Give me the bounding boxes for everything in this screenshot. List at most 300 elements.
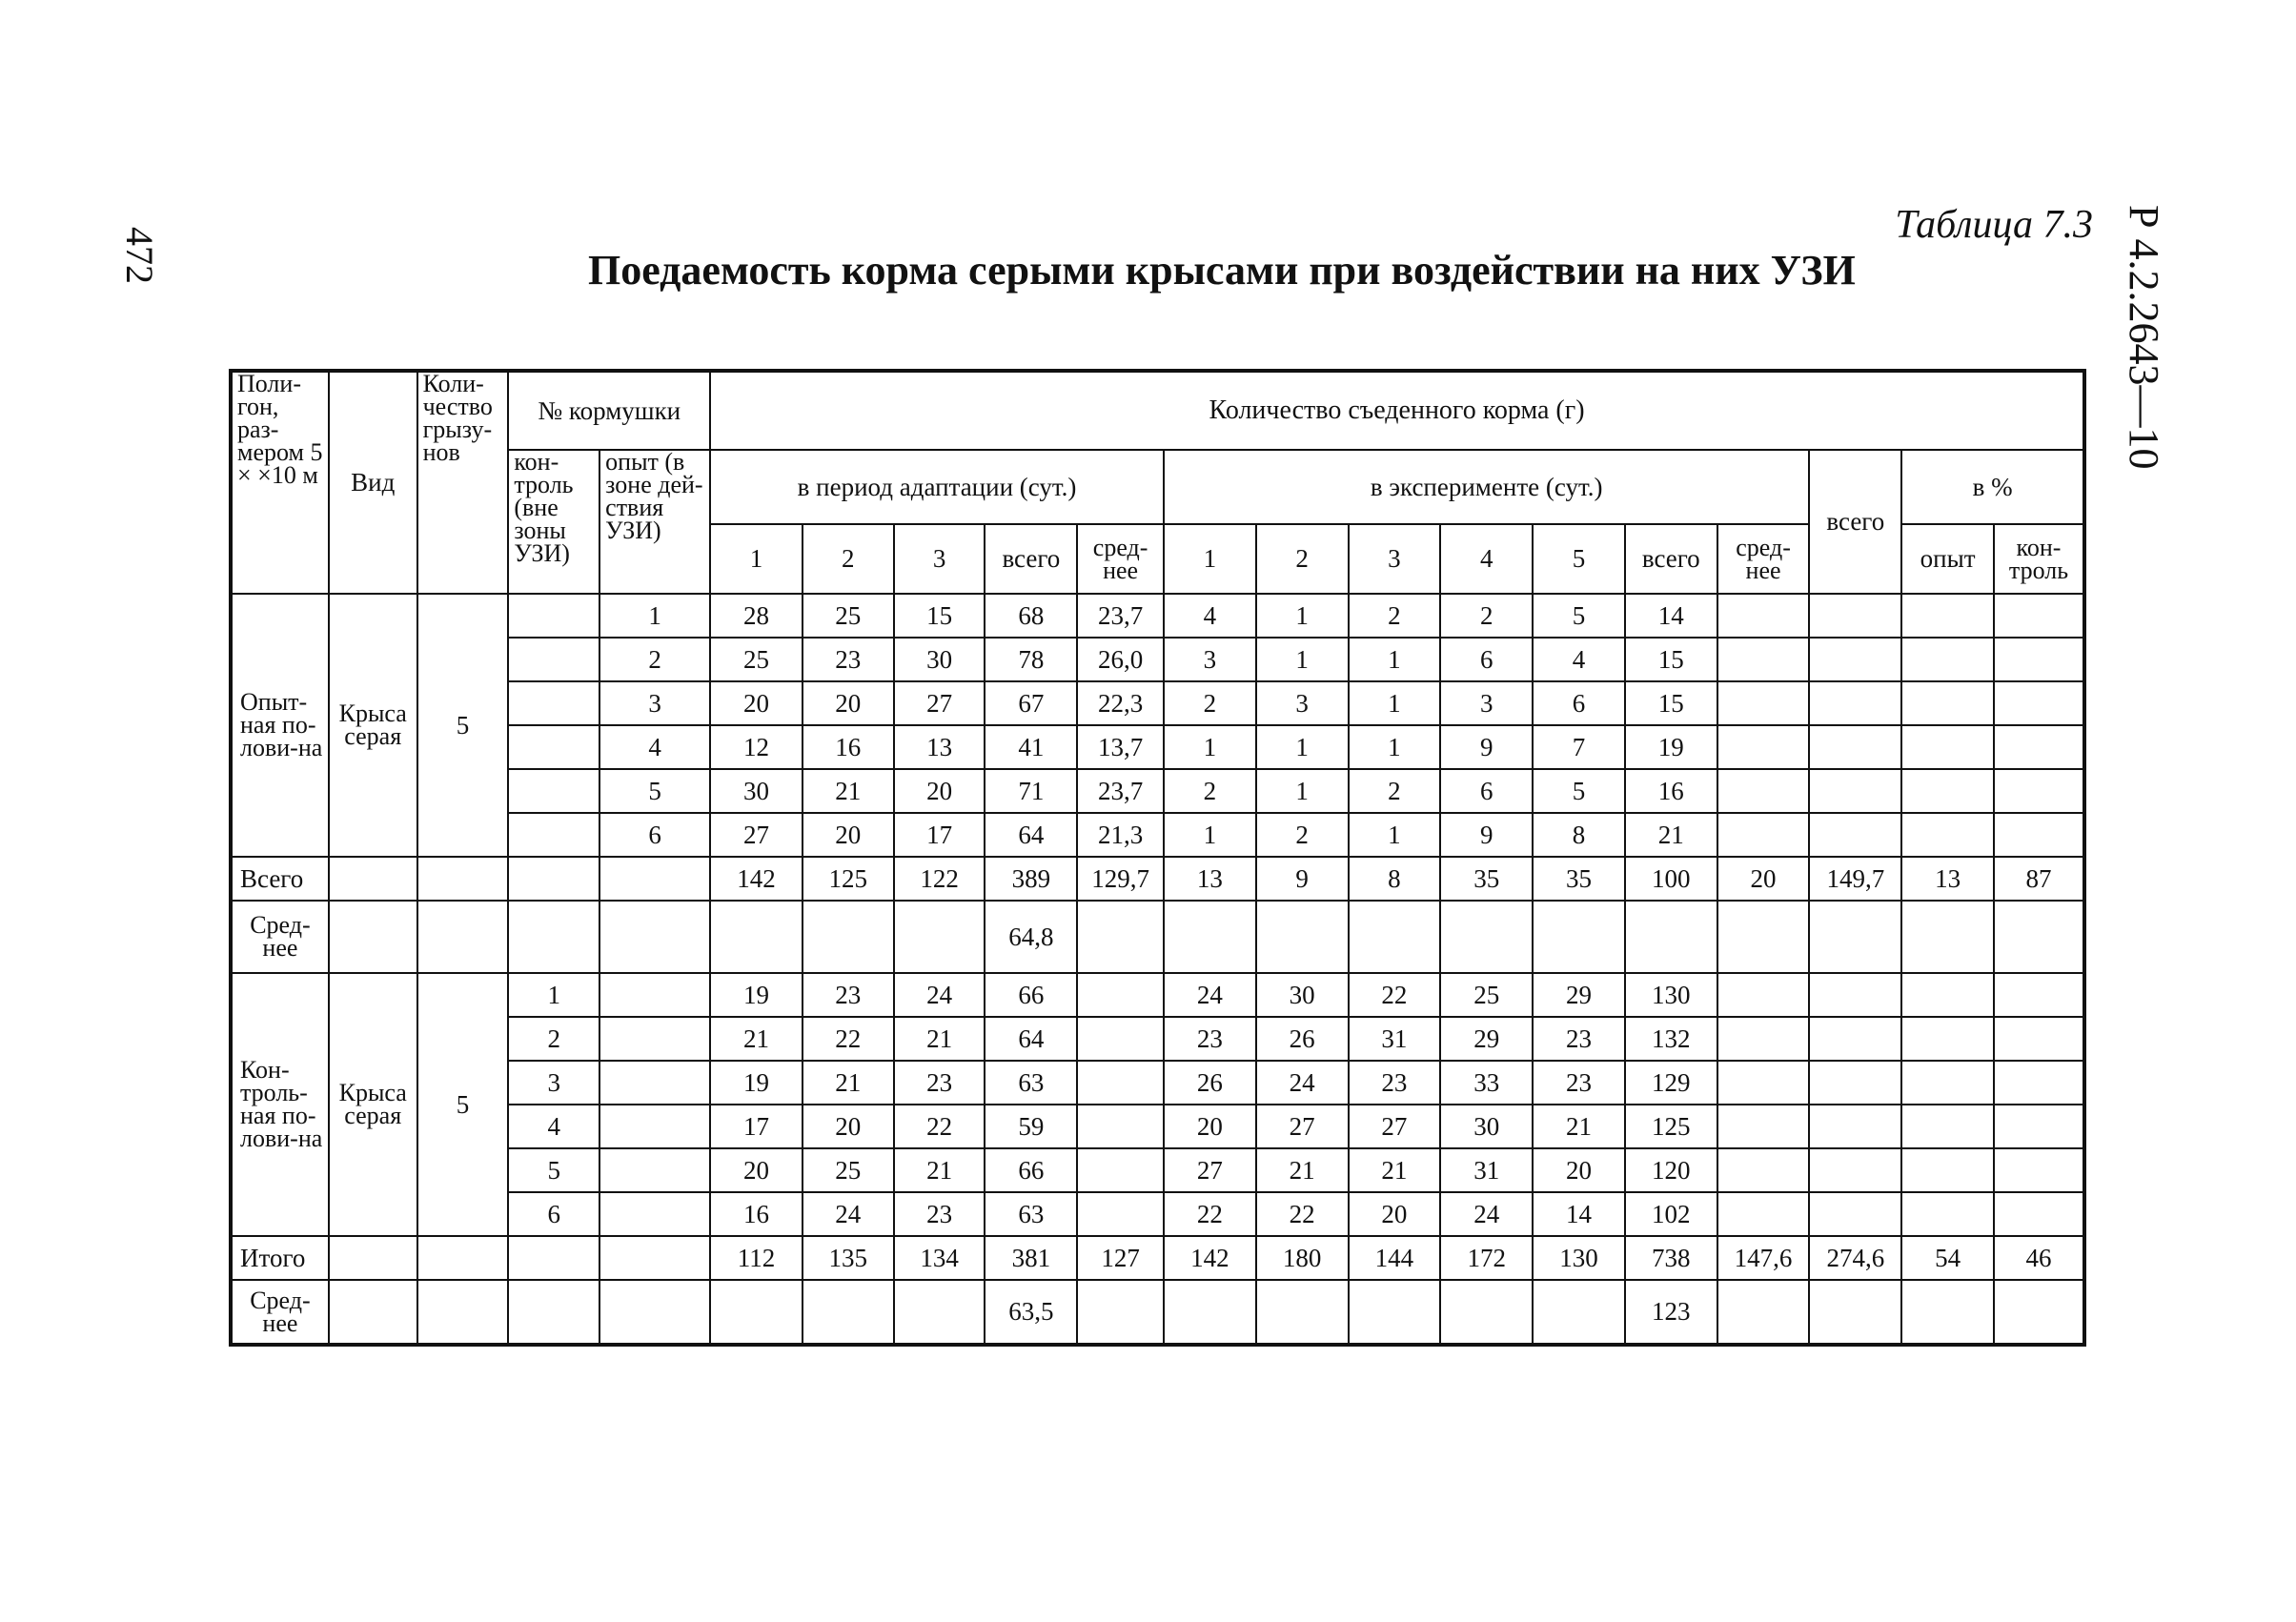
cell bbox=[1901, 1192, 1994, 1236]
cell: 25 bbox=[803, 594, 894, 638]
cell: 15 bbox=[1625, 638, 1717, 681]
cell bbox=[1994, 769, 2084, 813]
cell: 2 bbox=[1256, 813, 1349, 857]
cell: 24 bbox=[1440, 1192, 1533, 1236]
cell: 16 bbox=[1625, 769, 1717, 813]
table-row bbox=[231, 769, 2084, 813]
experiment-feeder-cell bbox=[599, 1148, 710, 1192]
cell bbox=[599, 1236, 710, 1280]
cell: 129,7 bbox=[1077, 857, 1164, 901]
cell bbox=[1994, 638, 2084, 681]
cell bbox=[1164, 901, 1256, 973]
cell: 33 bbox=[1440, 1061, 1533, 1105]
cell bbox=[1994, 1061, 2084, 1105]
header-species: Вид bbox=[329, 371, 417, 594]
table-row bbox=[231, 1017, 2084, 1061]
cell bbox=[1809, 813, 1901, 857]
cell bbox=[1717, 1061, 1810, 1105]
cell: 17 bbox=[894, 813, 985, 857]
cell: 59 bbox=[985, 1105, 1077, 1148]
table-row bbox=[231, 638, 2084, 681]
cell: 2 bbox=[1349, 769, 1441, 813]
table-row bbox=[231, 1192, 2084, 1236]
control-feeder-cell: 1 bbox=[508, 973, 599, 1017]
cell bbox=[1809, 1017, 1901, 1061]
cell: 135 bbox=[803, 1236, 894, 1280]
header-food-eaten: Количество съеденного корма (г) bbox=[710, 371, 2084, 450]
header-adapt-day: 1 bbox=[710, 524, 803, 594]
cell: 1 bbox=[1256, 725, 1349, 769]
cell: 2 bbox=[1440, 594, 1533, 638]
cell bbox=[1349, 901, 1441, 973]
table-row bbox=[231, 725, 2084, 769]
cell: 35 bbox=[1533, 857, 1625, 901]
cell bbox=[1256, 1280, 1349, 1345]
cell: 19 bbox=[710, 1061, 803, 1105]
cell bbox=[1440, 901, 1533, 973]
cell bbox=[1717, 769, 1810, 813]
cell: 29 bbox=[1440, 1017, 1533, 1061]
cell: 64,8 bbox=[985, 901, 1077, 973]
cell: 26 bbox=[1256, 1017, 1349, 1061]
cell: 130 bbox=[1625, 973, 1717, 1017]
header-experiment-period: в эксперименте (сут.) bbox=[1164, 450, 1809, 524]
cell: 147,6 bbox=[1717, 1236, 1810, 1280]
cell: 142 bbox=[1164, 1236, 1256, 1280]
cell: 68 bbox=[985, 594, 1077, 638]
cell: 9 bbox=[1440, 725, 1533, 769]
experiment-feeder-cell: 1 bbox=[599, 594, 710, 638]
cell: 4 bbox=[1164, 594, 1256, 638]
header-row-2 bbox=[231, 450, 2084, 524]
cell bbox=[1077, 901, 1164, 973]
cell bbox=[1994, 1280, 2084, 1345]
cell bbox=[1809, 594, 1901, 638]
cell bbox=[710, 901, 803, 973]
group-species: Крыса серая bbox=[329, 594, 417, 857]
cell bbox=[329, 857, 417, 901]
average-row bbox=[231, 901, 2084, 973]
cell: 20 bbox=[803, 1105, 894, 1148]
cell: 28 bbox=[710, 594, 803, 638]
cell: 64 bbox=[985, 1017, 1077, 1061]
cell: 20 bbox=[1717, 857, 1810, 901]
cell bbox=[1809, 973, 1901, 1017]
cell bbox=[1994, 594, 2084, 638]
cell: 66 bbox=[985, 1148, 1077, 1192]
cell bbox=[1994, 1105, 2084, 1148]
header-adapt-average: сред-нее bbox=[1077, 524, 1164, 594]
cell: 3 bbox=[1164, 638, 1256, 681]
cell: 12 bbox=[710, 725, 803, 769]
cell: 63,5 bbox=[985, 1280, 1077, 1345]
cell: 1 bbox=[1349, 813, 1441, 857]
cell bbox=[1901, 901, 1994, 973]
control-feeder-cell bbox=[508, 681, 599, 725]
cell: 25 bbox=[1440, 973, 1533, 1017]
cell: 1 bbox=[1349, 638, 1441, 681]
cell bbox=[803, 901, 894, 973]
cell: 35 bbox=[1440, 857, 1533, 901]
cell: 23,7 bbox=[1077, 769, 1164, 813]
cell: 24 bbox=[1164, 973, 1256, 1017]
cell bbox=[1349, 1280, 1441, 1345]
cell: 144 bbox=[1349, 1236, 1441, 1280]
cell: 27 bbox=[1164, 1148, 1256, 1192]
cell: 22,3 bbox=[1077, 681, 1164, 725]
cell: 64 bbox=[985, 813, 1077, 857]
cell: 30 bbox=[1256, 973, 1349, 1017]
cell: 20 bbox=[710, 681, 803, 725]
cell: 21 bbox=[1349, 1148, 1441, 1192]
cell: 21 bbox=[1625, 813, 1717, 857]
cell: 63 bbox=[985, 1192, 1077, 1236]
cell bbox=[1717, 1192, 1810, 1236]
cell bbox=[1994, 1148, 2084, 1192]
control-feeder-cell: 3 bbox=[508, 1061, 599, 1105]
cell bbox=[1901, 1280, 1994, 1345]
cell: 31 bbox=[1440, 1148, 1533, 1192]
cell bbox=[1994, 813, 2084, 857]
cell bbox=[1901, 1105, 1994, 1148]
table-row bbox=[231, 681, 2084, 725]
average-row bbox=[231, 1280, 2084, 1345]
cell bbox=[1717, 1280, 1810, 1345]
cell: 13 bbox=[1164, 857, 1256, 901]
cell bbox=[1256, 901, 1349, 973]
experiment-feeder-cell: 6 bbox=[599, 813, 710, 857]
cell bbox=[1809, 1280, 1901, 1345]
cell bbox=[1994, 901, 2084, 973]
cell bbox=[1901, 1061, 1994, 1105]
cell: 1 bbox=[1256, 769, 1349, 813]
control-feeder-cell: 5 bbox=[508, 1148, 599, 1192]
cell: 21 bbox=[1533, 1105, 1625, 1148]
header-adaptation-period: в период адаптации (сут.) bbox=[710, 450, 1164, 524]
cell: 132 bbox=[1625, 1017, 1717, 1061]
cell: 21 bbox=[1256, 1148, 1349, 1192]
cell: 27 bbox=[710, 813, 803, 857]
cell: 180 bbox=[1256, 1236, 1349, 1280]
cell: 78 bbox=[985, 638, 1077, 681]
cell bbox=[1901, 973, 1994, 1017]
cell bbox=[1533, 901, 1625, 973]
cell bbox=[508, 857, 599, 901]
cell: 1 bbox=[1256, 638, 1349, 681]
cell: 1 bbox=[1164, 725, 1256, 769]
control-feeder-cell bbox=[508, 594, 599, 638]
cell: 29 bbox=[1533, 973, 1625, 1017]
cell: 24 bbox=[803, 1192, 894, 1236]
cell bbox=[710, 1280, 803, 1345]
control-feeder-cell bbox=[508, 638, 599, 681]
control-feeder-cell: 4 bbox=[508, 1105, 599, 1148]
cell: 1 bbox=[1349, 725, 1441, 769]
header-grand-total: всего bbox=[1809, 450, 1901, 594]
header-exp-total: всего bbox=[1625, 524, 1717, 594]
cell: 21 bbox=[710, 1017, 803, 1061]
cell bbox=[1717, 973, 1810, 1017]
cell: 389 bbox=[985, 857, 1077, 901]
header-pct-experiment: опыт bbox=[1901, 524, 1994, 594]
cell bbox=[1994, 1192, 2084, 1236]
cell: 27 bbox=[1349, 1105, 1441, 1148]
cell bbox=[599, 1280, 710, 1345]
cell bbox=[1717, 725, 1810, 769]
cell: 23 bbox=[803, 638, 894, 681]
cell bbox=[1809, 1061, 1901, 1105]
header-exp-day: 2 bbox=[1256, 524, 1349, 594]
cell: 142 bbox=[710, 857, 803, 901]
table-row bbox=[231, 1105, 2084, 1148]
cell bbox=[1809, 1105, 1901, 1148]
cell: 22 bbox=[894, 1105, 985, 1148]
cell: 6 bbox=[1533, 681, 1625, 725]
cell: 122 bbox=[894, 857, 985, 901]
average-label: Сред-нее bbox=[231, 901, 329, 973]
control-feeder-cell: 2 bbox=[508, 1017, 599, 1061]
cell: 25 bbox=[803, 1148, 894, 1192]
cell: 102 bbox=[1625, 1192, 1717, 1236]
cell: 14 bbox=[1625, 594, 1717, 638]
cell: 3 bbox=[1256, 681, 1349, 725]
page-number: 472 bbox=[118, 227, 161, 284]
cell: 20 bbox=[710, 1148, 803, 1192]
cell bbox=[417, 857, 509, 901]
cell bbox=[1994, 973, 2084, 1017]
header-pct-control: кон-троль bbox=[1994, 524, 2084, 594]
cell: 23 bbox=[894, 1192, 985, 1236]
cell: 1 bbox=[1349, 681, 1441, 725]
experiment-feeder-cell bbox=[599, 1192, 710, 1236]
cell bbox=[599, 857, 710, 901]
cell: 20 bbox=[803, 681, 894, 725]
cell bbox=[1164, 1280, 1256, 1345]
cell: 26,0 bbox=[1077, 638, 1164, 681]
cell: 2 bbox=[1349, 594, 1441, 638]
cell bbox=[1901, 681, 1994, 725]
cell bbox=[1533, 1280, 1625, 1345]
cell: 1 bbox=[1256, 594, 1349, 638]
cell bbox=[1717, 681, 1810, 725]
cell bbox=[1077, 1280, 1164, 1345]
cell: 20 bbox=[1533, 1148, 1625, 1192]
cell: 8 bbox=[1533, 813, 1625, 857]
cell: 23 bbox=[1164, 1017, 1256, 1061]
cell bbox=[1809, 725, 1901, 769]
cell bbox=[508, 1236, 599, 1280]
group-name: Кон-троль-ная по-лови-на bbox=[231, 973, 329, 1236]
cell: 2 bbox=[1164, 681, 1256, 725]
cell bbox=[1994, 681, 2084, 725]
cell: 21 bbox=[803, 769, 894, 813]
header-rodent-count: Коли-чество грызу-нов bbox=[417, 371, 509, 594]
total-row bbox=[231, 1236, 2084, 1280]
cell bbox=[417, 1280, 509, 1345]
cell bbox=[1901, 769, 1994, 813]
cell: 4 bbox=[1533, 638, 1625, 681]
cell: 125 bbox=[803, 857, 894, 901]
cell: 13,7 bbox=[1077, 725, 1164, 769]
experiment-feeder-cell bbox=[599, 1105, 710, 1148]
cell bbox=[1077, 1061, 1164, 1105]
experiment-feeder-cell bbox=[599, 1017, 710, 1061]
cell bbox=[508, 1280, 599, 1345]
cell: 27 bbox=[1256, 1105, 1349, 1148]
cell bbox=[1809, 1192, 1901, 1236]
average-label: Сред-нее bbox=[231, 1280, 329, 1345]
cell bbox=[1717, 638, 1810, 681]
cell: 23 bbox=[1533, 1017, 1625, 1061]
control-feeder-cell bbox=[508, 813, 599, 857]
cell bbox=[329, 1236, 417, 1280]
cell: 6 bbox=[1440, 769, 1533, 813]
header-experiment-feeder: опыт (в зоне дей-ствия УЗИ) bbox=[599, 450, 710, 594]
cell: 13 bbox=[1901, 857, 1994, 901]
header-feeder-number: № кормушки bbox=[508, 371, 710, 450]
cell bbox=[1809, 769, 1901, 813]
total-label: Итого bbox=[231, 1236, 329, 1280]
cell bbox=[1901, 725, 1994, 769]
header-exp-day: 1 bbox=[1164, 524, 1256, 594]
cell bbox=[1717, 901, 1810, 973]
cell: 26 bbox=[1164, 1061, 1256, 1105]
cell bbox=[1625, 901, 1717, 973]
cell bbox=[1077, 973, 1164, 1017]
cell: 120 bbox=[1625, 1148, 1717, 1192]
cell: 134 bbox=[894, 1236, 985, 1280]
cell bbox=[1717, 813, 1810, 857]
table-row bbox=[231, 594, 2084, 638]
group-species: Крыса серая bbox=[329, 973, 417, 1236]
cell: 23 bbox=[1533, 1061, 1625, 1105]
cell: 123 bbox=[1625, 1280, 1717, 1345]
cell: 129 bbox=[1625, 1061, 1717, 1105]
cell bbox=[1717, 1017, 1810, 1061]
cell: 21 bbox=[894, 1017, 985, 1061]
total-row bbox=[231, 857, 2084, 901]
cell: 27 bbox=[894, 681, 985, 725]
cell: 19 bbox=[1625, 725, 1717, 769]
experiment-feeder-cell: 5 bbox=[599, 769, 710, 813]
cell bbox=[894, 1280, 985, 1345]
cell: 5 bbox=[1533, 769, 1625, 813]
experiment-feeder-cell: 4 bbox=[599, 725, 710, 769]
cell bbox=[1994, 1017, 2084, 1061]
cell: 112 bbox=[710, 1236, 803, 1280]
cell: 30 bbox=[710, 769, 803, 813]
cell: 14 bbox=[1533, 1192, 1625, 1236]
experiment-feeder-cell bbox=[599, 1061, 710, 1105]
cell: 274,6 bbox=[1809, 1236, 1901, 1280]
cell bbox=[1809, 681, 1901, 725]
cell bbox=[1717, 1105, 1810, 1148]
experiment-feeder-cell: 3 bbox=[599, 681, 710, 725]
cell: 15 bbox=[1625, 681, 1717, 725]
cell: 24 bbox=[1256, 1061, 1349, 1105]
table-row bbox=[231, 813, 2084, 857]
cell bbox=[1994, 725, 2084, 769]
cell: 23 bbox=[803, 973, 894, 1017]
cell: 66 bbox=[985, 973, 1077, 1017]
cell: 46 bbox=[1994, 1236, 2084, 1280]
header-control-feeder: кон-троль (вне зоны УЗИ) bbox=[508, 450, 599, 594]
cell bbox=[894, 901, 985, 973]
header-exp-average: сред-нее bbox=[1717, 524, 1810, 594]
cell: 21,3 bbox=[1077, 813, 1164, 857]
cell: 20 bbox=[894, 769, 985, 813]
cell bbox=[1717, 594, 1810, 638]
cell: 87 bbox=[1994, 857, 2084, 901]
document-code: Р 4.2.2643—10 bbox=[2121, 205, 2167, 470]
cell bbox=[1809, 901, 1901, 973]
cell: 24 bbox=[894, 973, 985, 1017]
cell bbox=[1077, 1148, 1164, 1192]
cell: 31 bbox=[1349, 1017, 1441, 1061]
total-label: Всего bbox=[231, 857, 329, 901]
header-adapt-total: всего bbox=[985, 524, 1077, 594]
cell bbox=[329, 901, 417, 973]
cell: 2 bbox=[1164, 769, 1256, 813]
cell: 30 bbox=[894, 638, 985, 681]
cell: 67 bbox=[985, 681, 1077, 725]
table-row bbox=[231, 1061, 2084, 1105]
cell bbox=[1901, 813, 1994, 857]
cell: 54 bbox=[1901, 1236, 1994, 1280]
cell: 22 bbox=[1256, 1192, 1349, 1236]
cell: 7 bbox=[1533, 725, 1625, 769]
header-exp-day: 5 bbox=[1533, 524, 1625, 594]
table-label: Таблица 7.3 bbox=[1895, 203, 2093, 247]
header-percent: в % bbox=[1901, 450, 2084, 524]
header-adapt-day: 3 bbox=[894, 524, 985, 594]
control-feeder-cell bbox=[508, 725, 599, 769]
cell bbox=[1717, 1148, 1810, 1192]
cell: 22 bbox=[803, 1017, 894, 1061]
cell: 19 bbox=[710, 973, 803, 1017]
header-exp-day: 3 bbox=[1349, 524, 1441, 594]
cell: 13 bbox=[894, 725, 985, 769]
cell: 1 bbox=[1164, 813, 1256, 857]
cell: 21 bbox=[894, 1148, 985, 1192]
header-adapt-day: 2 bbox=[803, 524, 894, 594]
cell: 22 bbox=[1349, 973, 1441, 1017]
cell: 149,7 bbox=[1809, 857, 1901, 901]
table-title: Поедаемость корма серыми крысами при воздействии на них УЗИ bbox=[588, 247, 1856, 294]
cell: 8 bbox=[1349, 857, 1441, 901]
control-feeder-cell: 6 bbox=[508, 1192, 599, 1236]
cell: 738 bbox=[1625, 1236, 1717, 1280]
cell: 63 bbox=[985, 1061, 1077, 1105]
cell bbox=[1077, 1017, 1164, 1061]
cell bbox=[1809, 638, 1901, 681]
cell: 6 bbox=[1440, 638, 1533, 681]
experiment-feeder-cell: 2 bbox=[599, 638, 710, 681]
cell bbox=[508, 901, 599, 973]
cell bbox=[1809, 1148, 1901, 1192]
cell: 16 bbox=[710, 1192, 803, 1236]
cell: 9 bbox=[1256, 857, 1349, 901]
cell bbox=[417, 901, 509, 973]
cell: 71 bbox=[985, 769, 1077, 813]
cell bbox=[1901, 594, 1994, 638]
cell: 16 bbox=[803, 725, 894, 769]
cell: 23 bbox=[1349, 1061, 1441, 1105]
table-row bbox=[231, 1148, 2084, 1192]
cell bbox=[1901, 638, 1994, 681]
group-count: 5 bbox=[417, 973, 509, 1236]
cell: 15 bbox=[894, 594, 985, 638]
